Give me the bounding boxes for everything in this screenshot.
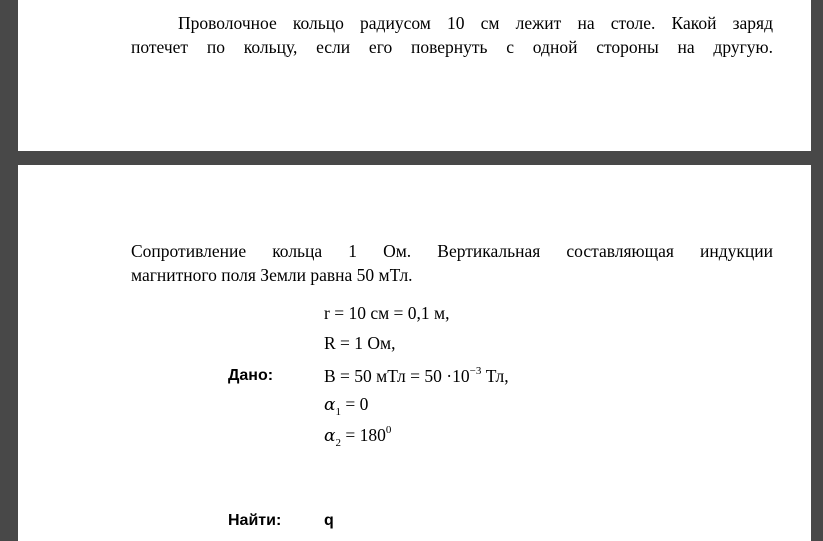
alpha-1-value: = 0	[340, 394, 369, 414]
problem-text-line-1: Проволочное кольцо радиусом 10 см лежит на столе. Какой заряд	[178, 13, 773, 33]
given-label: Дано:	[228, 367, 274, 384]
alpha-symbol: α	[324, 395, 336, 415]
induction-main: B = 50 мТл = 50 ·10	[324, 366, 470, 386]
page-bottom	[18, 165, 811, 541]
problem-text-line-4: магнитного поля Земли равна 50 мТл.	[131, 265, 413, 285]
given-resistance: R = 1 Ом,	[324, 333, 396, 353]
page-top	[18, 0, 811, 151]
alpha-2-value: = 180	[340, 425, 386, 445]
alpha-symbol: α	[324, 426, 336, 446]
alpha-2-subscript: 2	[335, 437, 341, 449]
given-induction	[324, 365, 509, 387]
given-alpha-2	[324, 424, 391, 449]
given-alpha-1	[324, 394, 368, 418]
induction-unit: Тл,	[481, 366, 509, 386]
alpha-1-subscript: 1	[335, 406, 341, 418]
find-value: q	[324, 512, 334, 529]
find-label: Найти:	[228, 512, 282, 529]
problem-text-line-2: потечет по кольцу, если его повернуть с одной стороны на другую.	[131, 37, 773, 57]
given-radius: r = 10 см = 0,1 м,	[324, 303, 450, 323]
induction-exponent: −3	[469, 365, 482, 377]
degree-superscript: 0	[385, 424, 392, 436]
problem-text-line-3: Сопротивление кольца 1 Ом. Вертикальная составляющая индукции	[131, 241, 773, 261]
